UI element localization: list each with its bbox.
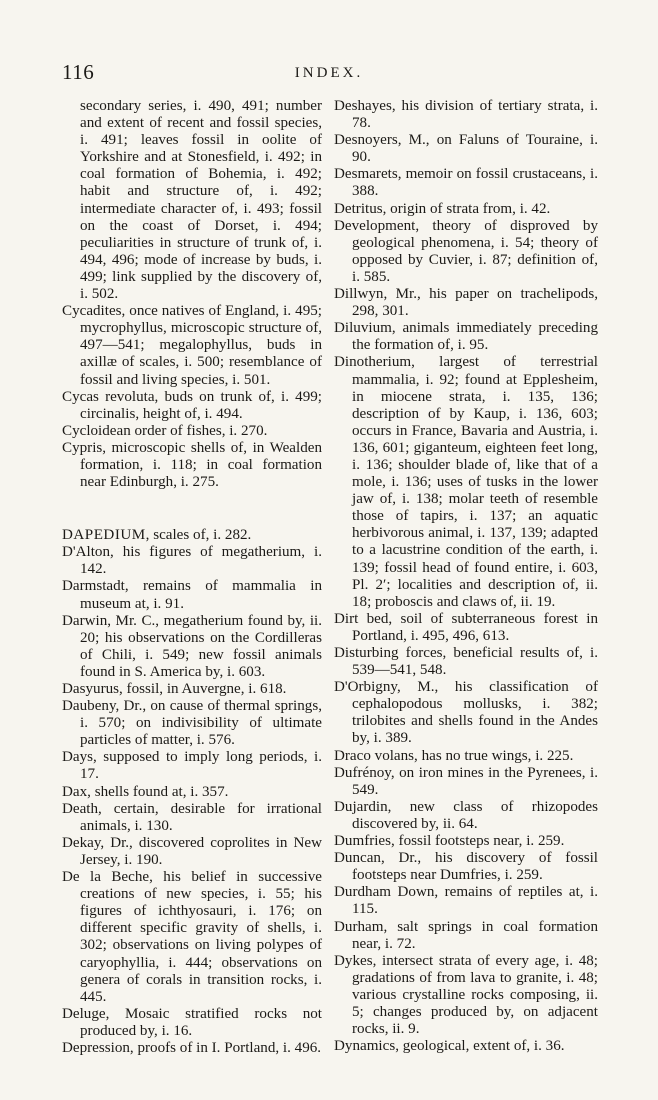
index-entry: Duncan, Dr., his discovery of fossil footsteps near Dumfries, i. 259. bbox=[334, 850, 598, 884]
index-entry: Development, theory of disproved by geological phenomena, i. 54; theory of opposed by Cuvier, i. 87; definition of, i. 585. bbox=[334, 217, 598, 285]
index-entry: D'Orbigny, M., his classification of cephalopodous mollusks, i. 382; trilobites and shells found in the Andes by, i. 389. bbox=[334, 679, 598, 747]
index-entry: Daubeny, Dr., on cause of thermal springs, i. 570; on indivisibility of ultimate particles of matter, i. 576. bbox=[62, 698, 322, 749]
index-entry: Dillwyn, Mr., his paper on trachelipods, 298, 301. bbox=[334, 286, 598, 320]
index-entry: Days, supposed to imply long periods, i. 17. bbox=[62, 749, 322, 783]
index-entry: Dinotherium, largest of terrestrial mammalia, i. 92; found at Epplesheim, in miocene strata, i. 135, 136; description of by Kaup, i. 136, 603; occurs in France, Bavaria and Austria, i. 136, 601; giganteum, eighteen feet long, i. 136; shoulder blade of, like that of a mole, i. 136; uses of tusks in the lower jaw of, i. 138; molar teeth of resemble those of tapirs, i. 137; an aquatic herbivorous animal, i. 137, 139; adapted to a lacustrine condition of the earth, i. 139; fossil head of found entire, i. 603, Pl. 2′; localities and description of, ii. 18; proboscis and claws of, ii. 19. bbox=[334, 354, 598, 610]
index-entry: Dirt bed, soil of subterraneous forest in Portland, i. 495, 496, 613. bbox=[334, 610, 598, 644]
index-entry: Deshayes, his division of tertiary strata, i. 78. bbox=[334, 98, 598, 132]
index-entry: Dumfries, fossil footsteps near, i. 259. bbox=[334, 833, 565, 850]
index-entry: Disturbing forces, beneficial results of, i. 539—541, 548. bbox=[334, 645, 598, 679]
section-lead-rest: , scales of, i. 282. bbox=[145, 527, 252, 544]
index-entry: Durdham Down, remains of reptiles at, i. 115. bbox=[334, 884, 598, 918]
index-entry: Darwin, Mr. C., megatherium found by, ii. 20; his observations on the Cordilleras of Chili, i. 549; new fossil animals found in S. America by, i. 603. bbox=[62, 612, 322, 680]
index-entry: Darmstadt, remains of mammalia in museum at, i. 91. bbox=[62, 578, 322, 612]
index-entry: Cycloidean order of fishes, i. 270. bbox=[62, 422, 268, 439]
section-lead-word: DAPEDIUM bbox=[62, 527, 146, 544]
index-entry: Deluge, Mosaic stratified rocks not produced by, i. 16. bbox=[62, 1005, 322, 1039]
index-entry: Dujardin, new class of rhizopodes discovered by, ii. 64. bbox=[334, 798, 598, 832]
index-entry: Durham, salt springs in coal formation near, i. 72. bbox=[334, 918, 598, 952]
index-entry: Dax, shells found at, i. 357. bbox=[62, 783, 229, 800]
index-entry-section-start bbox=[62, 527, 322, 544]
index-entry: Dykes, intersect strata of every age, i. 48; gradations of from lava to granite, i. 48; various crystalline rocks composing, ii. 5; changes produced by, on adjacent rocks, ii. 9. bbox=[334, 952, 598, 1038]
index-entry: Detritus, origin of strata from, i. 42. bbox=[334, 200, 551, 217]
index-entry: Desmarets, memoir on fossil crustaceans, i. 388. bbox=[334, 166, 598, 200]
section-gap bbox=[62, 491, 322, 527]
index-entry: secondary series, i. 490, 491; number and extent of recent and fossil species, i. 491; leaves fossil in oolite of Yorkshire and at Stonesfield, i. 492; in coal formation of Bohemia, i. 492; habit and structure of, i. 492; intermediate character of, i. 493; fossil on the coast of Dorset, i. 494; peculiarities in structure of trunk of, i. 494, 496; mode of increase by buds, i. 499; link supplied by the discovery of, i. 502. bbox=[80, 98, 322, 303]
index-entry: D'Alton, his figures of megatherium, i. 142. bbox=[62, 544, 322, 578]
running-title: INDEX. bbox=[294, 65, 364, 81]
index-entry: Diluvium, animals immediately preceding the formation of, i. 95. bbox=[334, 320, 598, 354]
index-entry: Dufrénoy, on iron mines in the Pyrenees, i. 549. bbox=[334, 764, 598, 798]
left-column bbox=[62, 98, 322, 1057]
index-entry: Dynamics, geological, extent of, i. 36. bbox=[334, 1038, 565, 1055]
index-entry: Depression, proofs of in I. Portland, i. 496. bbox=[62, 1039, 322, 1056]
index-entry: De la Beche, his belief in successive creations of new species, i. 55; his figures of ichthyosauri, i. 176; on different specific gravity of shells, i. 302; observations on living polypes of caryophyllia, i. 444; observations on genera of corals in transition rocks, i. 445. bbox=[62, 869, 322, 1005]
index-entry: Desnoyers, M., on Faluns of Touraine, i. 90. bbox=[334, 132, 598, 166]
page-number: 116 bbox=[62, 60, 95, 84]
index-entry: Cypris, microscopic shells of, in Wealden formation, i. 118; in coal formation near Edinburgh, i. 275. bbox=[62, 439, 322, 491]
index-entry: Death, certain, desirable for irrational animals, i. 130. bbox=[62, 800, 322, 834]
index-entry: Draco volans, has no true wings, i. 225. bbox=[334, 747, 574, 764]
index-entry: Cycadites, once natives of England, i. 495; mycrophyllus, microscopic structure of, 497—541; megalophyllus, buds in axillæ of scales, i. 500; resemblance of fossil and living species, i. 501. bbox=[62, 303, 322, 388]
index-entry: Dasyurus, fossil, in Auvergne, i. 618. bbox=[62, 681, 287, 697]
right-column bbox=[334, 98, 598, 1055]
index-entry: Dekay, Dr., discovered coprolites in New Jersey, i. 190. bbox=[62, 834, 322, 868]
index-entry: Cycas revoluta, buds on trunk of, i. 499; circinalis, height of, i. 494. bbox=[62, 388, 322, 422]
